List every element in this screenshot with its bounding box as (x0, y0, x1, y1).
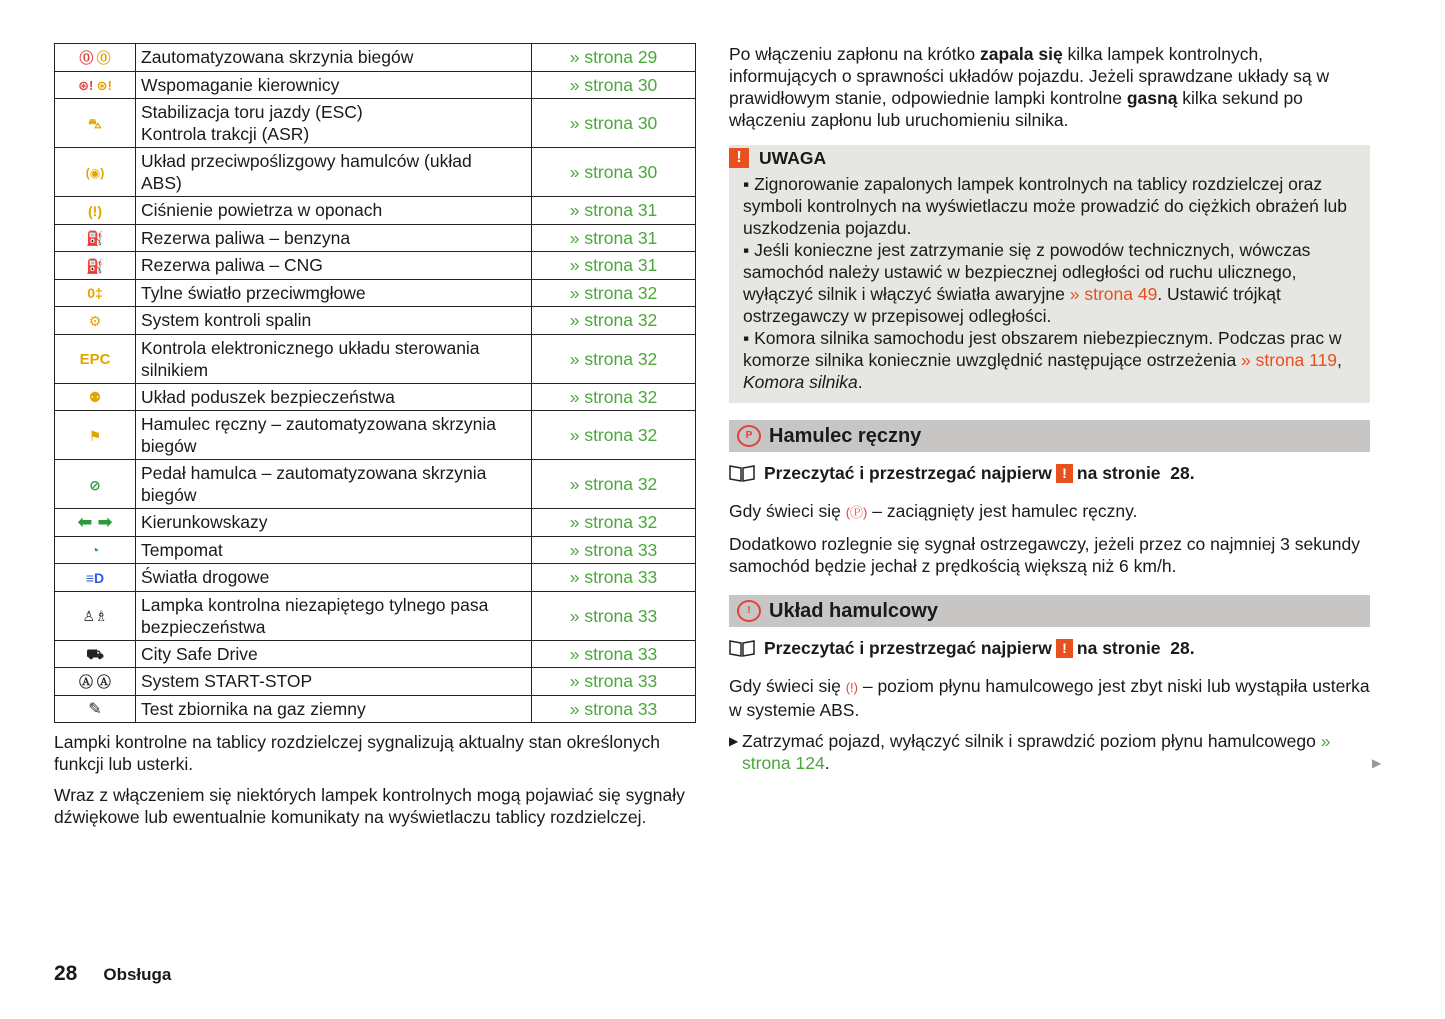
icon-cell (55, 668, 136, 696)
row-label: Rezerwa paliwa – CNG (141, 255, 323, 276)
row-label: Światła drogowe (141, 567, 270, 588)
page-number: 28 (54, 962, 78, 985)
label-cell (136, 564, 532, 592)
icon-cell (55, 536, 136, 564)
row-label: Układ poduszek bezpieczeństwa (141, 386, 395, 407)
handbrake-foot-icon: ⚑ (88, 427, 102, 444)
table-row (55, 668, 696, 696)
row-label-continued: Kontrola trakcji (ASR) (141, 124, 310, 144)
turn-signal-icons: ⬅ ➡ (77, 512, 113, 533)
label-cell (136, 383, 532, 411)
brake-system-icon: (!) (845, 680, 858, 695)
page-reference-link[interactable]: » strona 31 (532, 224, 696, 252)
section-header-brake-system (729, 595, 1370, 627)
label-cell (136, 99, 532, 148)
table-row (55, 591, 696, 640)
row-label: Ciśnienie powietrza w oponach (141, 200, 383, 221)
table-row (55, 307, 696, 335)
icon-cell (55, 591, 136, 640)
icon-cell (55, 99, 136, 148)
intro-paragraph: Po włączeniu zapłonu na krótko zapala się kilka lampek kontrolnych, informujących o sprawności układów pojazdu. Jeżeli sprawdzane układy są w prawidłowym stanie, odpowiednie lampki kontrolne gasną kilka sekund po włączeniu zapłonu lub uruchomieniu silnika. (729, 44, 1330, 130)
table-row (55, 71, 696, 99)
label-cell (136, 148, 532, 197)
page-reference-link[interactable]: » strona 33 (532, 564, 696, 592)
icon-cell (55, 71, 136, 99)
warning-heading: ! UWAGA (729, 147, 1356, 169)
label-cell (136, 411, 532, 460)
row-label: Tempomat (141, 539, 223, 560)
brake-system-icon: ! (737, 600, 761, 622)
read-first-line: Przeczytać i przestrzegać najpierw ! na stronie 28. (729, 637, 1370, 659)
warning-item-1: ▪ Zignorowanie zapalonych lampek kontrolnych na tablicy rozdzielczej oraz symboli kontrolnych na wyświetlaczu może prowadzić do ciężkich obrażeń lub uszkodzenia pojazdu. (743, 174, 1348, 238)
warning-box (729, 145, 1370, 403)
table-row (55, 564, 696, 592)
parking-brake-icon: (Ⓟ) (845, 505, 868, 520)
label-cell (136, 252, 532, 280)
icon-cell (55, 383, 136, 411)
row-label-continued: silnikiem (141, 359, 209, 380)
icon-cell (55, 197, 136, 225)
row-label: Kierunkowskazy (141, 512, 268, 533)
table-row (55, 99, 696, 148)
fuel-pump-icon: ⛽ (86, 230, 104, 247)
icon-cell (55, 695, 136, 723)
row-label-continued: biegów (141, 485, 197, 505)
warning-item-2: ▪ Jeśli konieczne jest zatrzymanie się z powodów technicznych, wówczas samochód należy ustawić w bezpiecznej odległości od ruchu ulicznego, wyłączyć silnik i włączyć światła awaryjne » strona 49. Ustawić trójkąt ostrzegawczy w przepisowej odległości. (743, 240, 1311, 326)
link-strona-119[interactable]: » strona 119 (1241, 350, 1338, 370)
icon-cell (55, 460, 136, 509)
table-row (55, 148, 696, 197)
row-label: Pedał hamulca – zautomatyzowana skrzynia (141, 463, 487, 483)
row-label-continued: ABS) (141, 173, 182, 193)
link-strona-124[interactable]: » strona 124 (742, 731, 1331, 773)
table-row (55, 509, 696, 537)
page-reference-link[interactable]: » strona 33 (532, 536, 696, 564)
row-label: Lampka kontrolna niezapiętego tylnego pasa (141, 594, 489, 615)
engine-emission-icon: ⚙ (88, 312, 102, 329)
label-cell (136, 509, 532, 537)
row-label: Test zbiornika na gaz ziemny (141, 698, 366, 719)
warning-icon: ! (1056, 639, 1073, 658)
table-row (55, 695, 696, 723)
left-column (54, 43, 696, 828)
page-reference-link[interactable]: » strona 32 (532, 411, 696, 460)
page-reference-link[interactable]: » strona 32 (532, 460, 696, 509)
icon-cell (55, 279, 136, 307)
handbrake-paragraph-2: Dodatkowo rozlegnie się sygnał ostrzegawczy, jeżeli przez co najmniej 3 sekundy samochód będzie jechał z prędkością większą niż 6 km/h. (729, 534, 1360, 576)
airbag-icon: ⚉ (88, 389, 102, 406)
high-beam-icon: ≡D (85, 569, 105, 586)
label-cell (136, 197, 532, 225)
label-cell (136, 71, 532, 99)
table-row (55, 536, 696, 564)
table-row (55, 252, 696, 280)
label-cell (136, 640, 532, 668)
page-reference-link[interactable]: » strona 30 (532, 71, 696, 99)
warning-lamps-table (54, 43, 696, 723)
section-title: Układ hamulcowy (769, 600, 938, 622)
handbrake-paragraph-1: Gdy świeci się (Ⓟ) – zaciągnięty jest hamulec ręczny. (729, 501, 1138, 521)
page-reference-link[interactable]: » strona 33 (532, 695, 696, 723)
icon-cell (55, 334, 136, 383)
table-row (55, 334, 696, 383)
brake-instruction: ▶ Zatrzymać pojazd, wyłączyć silnik i sprawdzić poziom płynu hamulcowego » strona 124. (729, 731, 1331, 773)
left-paragraph-2: Wraz z włączeniem się niektórych lampek kontrolnych mogą pojawiać się sygnały dźwiękowe lub ewentualnie komunikaty na wyświetlaczu tablicy rozdzielczej. (54, 785, 685, 827)
rear-seatbelt-icon: ♙♗ (82, 608, 108, 624)
brake-pedal-icon: ⊘ (89, 476, 101, 493)
row-label-continued: bezpieczeństwa (141, 616, 266, 637)
cng-fuel-icon: ⛽ (86, 257, 104, 274)
label-cell (136, 224, 532, 252)
epc-icon: EPC (79, 350, 111, 368)
label-cell (136, 307, 532, 335)
row-label: System START-STOP (141, 671, 313, 692)
book-icon (729, 464, 755, 482)
page-reference-link[interactable]: » strona 32 (532, 334, 696, 383)
section-header-handbrake (729, 420, 1370, 452)
left-paragraph-1: Lampki kontrolne na tablicy rozdzielczej sygnalizują aktualny stan określonych funkcji lub usterki. (54, 732, 661, 774)
table-row (55, 640, 696, 668)
page-footer (54, 962, 171, 986)
page-reference-link[interactable]: » strona 32 (532, 307, 696, 335)
city-safe-drive-icon: ⛟ (86, 646, 104, 663)
cruise-control-icon: ◔ (90, 542, 100, 559)
gearbox-warning-icons: ⓪ ⓪ (79, 49, 111, 66)
row-label-continued: biegów (141, 436, 197, 456)
label-cell (136, 334, 532, 383)
icon-cell (55, 564, 136, 592)
table-row (55, 460, 696, 509)
row-label: Układ przeciwpoślizgowy hamulców (układ (141, 151, 472, 171)
page-reference-link[interactable]: » strona 32 (532, 383, 696, 411)
page-reference-link[interactable]: » strona 33 (532, 640, 696, 668)
row-label: Stabilizacja toru jazdy (ESC) (141, 102, 363, 122)
label-cell (136, 536, 532, 564)
tire-pressure-icon: (!) (88, 202, 102, 219)
brake-paragraph-1: Gdy świeci się (!) – poziom płynu hamulcowego jest zbyt niski lub wystąpiła usterka w systemie ABS. (729, 676, 1370, 720)
label-cell (136, 460, 532, 509)
icon-cell (55, 509, 136, 537)
table-row (55, 224, 696, 252)
abs-icon: (◉) (85, 166, 105, 180)
label-cell (136, 668, 532, 696)
icon-cell (55, 411, 136, 460)
row-label: Hamulec ręczny – zautomatyzowana skrzynia (141, 414, 497, 434)
row-label: Tylne światło przeciwmgłowe (141, 282, 366, 303)
row-label: Kontrola elektronicznego układu sterowania (141, 337, 480, 358)
label-cell (136, 279, 532, 307)
section-title: Hamulec ręczny (769, 425, 922, 447)
icon-cell (55, 148, 136, 197)
label-cell (136, 44, 532, 72)
next-page-arrow-icon[interactable]: ▶ (1372, 756, 1382, 770)
power-steering-icons: ⊛! ⊛! (78, 77, 112, 93)
start-stop-icons: Ⓐ Ⓐ (79, 673, 111, 690)
rear-fog-light-icon: 0‡ (87, 285, 103, 302)
link-strona-49[interactable]: » strona 49 (1069, 284, 1158, 304)
triangle-bullet-icon: ▶ (729, 734, 739, 748)
page-reference-link[interactable]: » strona 29 (532, 44, 696, 72)
icon-cell (55, 307, 136, 335)
table-row (55, 44, 696, 72)
warning-icon: ! (729, 148, 749, 168)
table-row (55, 411, 696, 460)
table-row (55, 279, 696, 307)
row-label: City Safe Drive (141, 643, 258, 664)
row-label: Zautomatyzowana skrzynia biegów (141, 47, 414, 68)
icon-cell (55, 44, 136, 72)
esc-icon: ⛍ (88, 116, 102, 131)
page-reference-link[interactable]: » strona 31 (532, 252, 696, 280)
row-label: Rezerwa paliwa – benzyna (141, 227, 351, 248)
table-row (55, 383, 696, 411)
table-row (55, 197, 696, 225)
page-reference-link[interactable]: » strona 32 (532, 279, 696, 307)
label-cell (136, 695, 532, 723)
warning-icon: ! (1056, 464, 1073, 483)
row-label: Wspomaganie kierownicy (141, 74, 340, 95)
label-cell (136, 591, 532, 640)
icon-cell (55, 640, 136, 668)
page-reference-link[interactable]: » strona 30 (532, 99, 696, 148)
page-reference-link[interactable]: » strona 33 (532, 668, 696, 696)
read-first-line: Przeczytać i przestrzegać najpierw ! na stronie 28. (729, 462, 1370, 484)
right-column (729, 43, 1370, 774)
icon-cell (55, 252, 136, 280)
row-label: System kontroli spalin (141, 310, 312, 331)
warning-item-3: ▪ Komora silnika samochodu jest obszarem niebezpiecznym. Podczas prac w komorze silnika koniecznie uwzględnić następujące ostrzeżenia » strona 119, Komora silnika. (743, 328, 1342, 392)
parking-brake-icon: P (737, 425, 761, 447)
wrench-icon: ✎ (88, 700, 102, 718)
page-reference-link[interactable]: » strona 33 (532, 591, 696, 640)
chapter-name: Obsługa (103, 965, 172, 984)
book-icon (729, 639, 755, 657)
page-reference-link[interactable]: » strona 30 (532, 148, 696, 197)
page-reference-link[interactable]: » strona 31 (532, 197, 696, 225)
icon-cell (55, 224, 136, 252)
page-reference-link[interactable]: » strona 32 (532, 509, 696, 537)
